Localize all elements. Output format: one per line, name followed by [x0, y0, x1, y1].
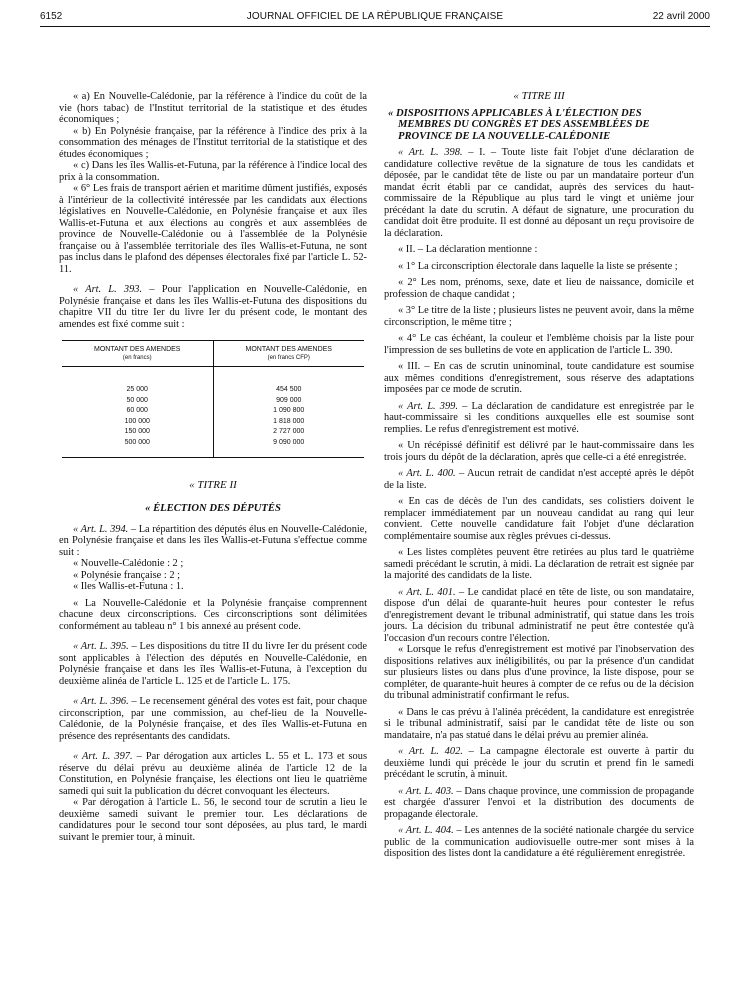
- table-cell: 1 090 800: [273, 407, 305, 415]
- table-header-row: [62, 341, 364, 367]
- article-393: [59, 284, 367, 330]
- table-cell: 9 090 000: [213, 438, 364, 457]
- article-395: [59, 641, 367, 687]
- paragraph-b: « b) En Polynésie française, par la référence à l'indice des prix à la consommation des ménages de l'Institut territorial de la statistique et des études économiques ;: [59, 125, 367, 160]
- paragraph-3: « 3° Le titre de la liste ; plusieurs listes ne peuvent avoir, dans la même circonscription, le même titre ;: [384, 305, 694, 328]
- paragraph-2: « 2° Les nom, prénoms, sexe, date et lieu de naissance, domicile et profession de chaque candidat ;: [384, 277, 694, 300]
- article-ref: « Art. L. 394.: [73, 523, 129, 535]
- col1-unit: (en francs): [122, 355, 152, 361]
- article-text: – La campagne électorale est ouverte à partir du deuxième lundi qui précède le jour du scrutin et prend fin le samedi précédant le scrutin, à minuit.: [384, 746, 694, 780]
- table-cell: 50 000: [62, 396, 213, 407]
- paragraph-1: « 1° La circonscription électorale dans laquelle la liste se présente ;: [398, 260, 678, 272]
- article-text: – Par dérogation aux articles L. 55 et L. 173 et sous réserve du délai prévu au deuxième alinéa de l'article 12 de la Constitution, en Polynésie française, les élections ont lieu le quatrième samedi qui suit la publication du décret convoquant les électeurs.: [59, 751, 367, 797]
- list-item: « Iles Wallis-et-Futuna : 1.: [73, 581, 184, 593]
- article-ref: « Art. L. 393.: [73, 284, 143, 295]
- article-402: [384, 746, 694, 781]
- table-cell: 909 000: [276, 396, 302, 404]
- list-item: « Nouvelle-Calédonie : 2 ;: [73, 558, 184, 570]
- paragraph-iii: « III. – En cas de scrutin uninominal, toute candidature est soumise aux mêmes conditions d'enregistrement, sous réserve des adaptations imposées par ce mode de scrutin.: [384, 361, 694, 395]
- titre-2: « TITRE II: [189, 478, 237, 491]
- table-cell: 1 818 000: [273, 417, 305, 425]
- table-cell: 60 000: [62, 406, 213, 417]
- article-398: [384, 147, 694, 239]
- table-cell: 500 000: [62, 438, 213, 457]
- article-397: [59, 751, 367, 797]
- article-text: – Le recensement général des votes est fait, pour chaque circonscription, par une commission, au chef-lieu de la Nouvelle-Calédonie, de la Polynésie française, et des îles Wallis-et-Futuna en présence des représentants des candidats.: [59, 696, 367, 742]
- article-ref: « Art. L. 404.: [398, 825, 454, 836]
- table-cell: 454 500: [276, 386, 302, 393]
- col2-header: [213, 341, 364, 367]
- article-text: – Les antennes de la société nationale chargée du service public de la communication audiovisuelle outre-mer sont mises à la disposition des listes dont la candidature a été régulièrement enregistrée.: [384, 825, 694, 859]
- article-ref: « Art. L. 395.: [73, 641, 129, 653]
- table-row: [62, 367, 364, 396]
- paragraph-6: « 6° Les frais de transport aérien et maritime dûment justifiés, exposés à l'intérieur de la collectivité intéressée par les candidats aux élections législatives en Nouvelle-Calédonie, en Polynésie française et aux îles Wallis-et-Futuna et aux élections au congrès et aux assemblées de province de Nouvelle-Calédonie ou à l'assemblée de la Polynésie française ou à l'assemblée territoriale des îles Wallis-et-Futuna, ne sont pas inclus dans le plafond des dépenses électorales fixé par l'article L. 52-11.: [59, 183, 367, 275]
- article-404: [384, 825, 694, 860]
- article-text: – I. – Toute liste fait l'objet d'une déclaration de candidature collective revêtue de la signature de tous les candidats et déposée, par le candidat tête de liste ou par un mandataire porteur d'un mandat écrit établi par ce candidat, auprès des services du haut-commissaire de la République au plus tard le vingt et unième jour précédant la date du scrutin. A défaut de signature, une procuration du candidat doit être produite. Il est donné au déposant un reçu provisoire de la déclaration.: [384, 147, 694, 239]
- article-ref: « Art. L. 400.: [398, 468, 456, 479]
- article-text: – La répartition des députés élus en Nouvelle-Calédonie, en Polynésie française et dans les îles Wallis-et-Futuna s'effectue comme suit :: [59, 523, 367, 558]
- paragraph-dans: « Dans le cas prévu à l'alinéa précédent, la candidature est enregistrée si le tribunal administratif, saisi par le candidat tête de liste ou son mandataire, n'a pas statué dans le délai prévu au premier alinéa.: [384, 706, 694, 741]
- fines-table: [62, 340, 364, 458]
- article-ref: « Art. L. 399.: [398, 400, 458, 412]
- left-column: [59, 91, 367, 843]
- paragraph-recepisse: « Un récépissé définitif est délivré par le haut-commissaire dans les trois jours du dépôt de la déclaration, après que celle-ci a été enregistrée.: [384, 440, 694, 463]
- article-ref: « Art. L. 396.: [73, 696, 129, 708]
- article-396: [59, 696, 367, 742]
- paragraph-ii: « II. – La déclaration mentionne :: [398, 244, 538, 255]
- paragraph-4: « 4° Le cas échéant, la couleur et l'emblème choisis par la liste pour l'impression de ses bulletins de vote en application de l'article L. 390.: [384, 333, 694, 356]
- header-rule: [40, 26, 710, 27]
- page-header: [40, 8, 710, 24]
- list-item: « Polynésie française : 2 ;: [73, 569, 181, 581]
- article-text: – Dans chaque province, une commission de propagande est chargée d'assurer l'envoi et la distribution des documents de propagande électorale.: [384, 785, 694, 820]
- col2-unit: (en francs CFP): [267, 355, 310, 361]
- titre-3: « TITRE III: [513, 90, 565, 102]
- table-row: [62, 438, 364, 457]
- table-row: [62, 396, 364, 407]
- table-row: [62, 417, 364, 428]
- table-cell: 2 727 000: [273, 428, 305, 436]
- article-400: [384, 468, 694, 491]
- article-ref: « Art. L. 402.: [398, 746, 463, 757]
- article-text: – Le candidat placé en tête de liste, ou son mandataire, dispose d'un délai de quarante-huit heures pour contester le refus d'enregistrement devant le tribunal administratif, qui statue dans les trois jours. La décision du tribunal administratif ne peut être contestée qu'à l'occasion d'un recours contre l'élection.: [384, 586, 694, 644]
- titre-2-heading: « ÉLECTION DES DÉPUTÉS: [145, 503, 281, 515]
- page-number: 6152: [40, 11, 63, 22]
- paragraph-retirees: « Les listes complètes peuvent être retirées au plus tard le quatrième samedi précédant le scrutin, à midi. La déclaration de retrait est signée par la majorité des candidats de la liste.: [384, 547, 694, 581]
- paragraph-derogation: « Par dérogation à l'article L. 56, le second tour de scrutin a lieu le deuxième samedi suivant le premier tour. Les déclarations de candidatures pour le second tour sont déposées, au plus tard, le mardi suivant le premier tour, à minuit.: [59, 797, 367, 843]
- col2-title: MONTANT DES AMENDES: [245, 346, 332, 353]
- article-text: – Aucun retrait de candidat n'est accepté après le dépôt de la liste.: [384, 468, 694, 491]
- article-text: – La déclaration de candidature est enregistrée par le haut-commissaire si les conditions auxquelles elle est soumise sont remplies. Le refus d'enregistrement est motivé.: [384, 400, 694, 435]
- article-ref: « Art. L. 397.: [73, 751, 133, 763]
- article-399: [384, 401, 694, 436]
- article-394: [59, 524, 367, 559]
- publication-date: 22 avril 2000: [652, 11, 710, 22]
- article-text: – Les dispositions du titre II du livre Ier du présent code sont applicables à l'élection des députés en Nouvelle-Calédonie, en Polynésie française et dans les îles Wallis-et-Futuna, à l'exception du deuxième alinéa de l'article L. 125 et de l'article L. 175.: [59, 641, 367, 687]
- table-cell: 100 000: [62, 417, 213, 428]
- table-cell: 150 000: [62, 427, 213, 438]
- col1-header: [62, 341, 213, 367]
- article-text: – Pour l'application en Nouvelle-Calédonie, en Polynésie française et dans les îles Wallis-et-Futuna des dispositions du chapitre VII du titre Ier du livre Ier du présent code, le montant des amendes est fixé comme suit :: [59, 284, 367, 330]
- article-403: [384, 786, 694, 821]
- journal-title: JOURNAL OFFICIEL DE LA RÉPUBLIQUE FRANÇAISE: [246, 11, 504, 22]
- article-ref: « Art. L. 401.: [398, 586, 456, 598]
- article-ref: « Art. L. 403.: [398, 785, 454, 797]
- table-row: [62, 427, 364, 438]
- paragraph-circonscriptions: « La Nouvelle-Calédonie et la Polynésie française comprennent chacune deux circonscriptions. Ces circonscriptions sont délimitées conformément au tableau n° 1 bis annexé au présent code.: [59, 597, 367, 632]
- table-row: [62, 406, 364, 417]
- article-401: [384, 587, 694, 645]
- article-ref: « Art. L. 398.: [398, 147, 463, 158]
- paragraph-c: « c) Dans les îles Wallis-et-Futuna, par la référence à l'indice local des prix à la consommation.: [59, 160, 367, 183]
- paragraph-a: « a) En Nouvelle-Calédonie, par la référence à l'indice du coût de la vie (hors tabac) de l'Institut territorial de la statistique et des études économiques ;: [59, 91, 367, 125]
- paragraph-deces: « En cas de décès de l'un des candidats, ses colistiers doivent le remplacer immédiatement par un nouveau candidat au rang qui leur convient. Cette nouvelle candidature fait l'objet d'une déclaration complémentaire soumise aux règles prévues ci-dessus.: [384, 496, 694, 542]
- col1-title: MONTANT DES AMENDES: [94, 346, 181, 353]
- table-cell: 25 000: [62, 367, 213, 396]
- paragraph-lorsque: « Lorsque le refus d'enregistrement est motivé par l'inobservation des dispositions relatives aux inéligibilités, ou par la présence d'un candidat sur plusieurs listes ou dans plus d'une province, la liste dispose, pour se compléter, de quarante-huit heures à compter de ce refus ou de la décision du tribunal administratif confirmant le refus.: [384, 644, 694, 701]
- titre-3-heading: « DISPOSITIONS APPLICABLES À L'ÉLECTION DES MEMBRES DU CONGRÈS ET DES ASSEMBLÉES DE PROVINCE DE LA NOUVELLE-CALÉDONIE: [388, 107, 650, 142]
- right-column: [384, 91, 694, 860]
